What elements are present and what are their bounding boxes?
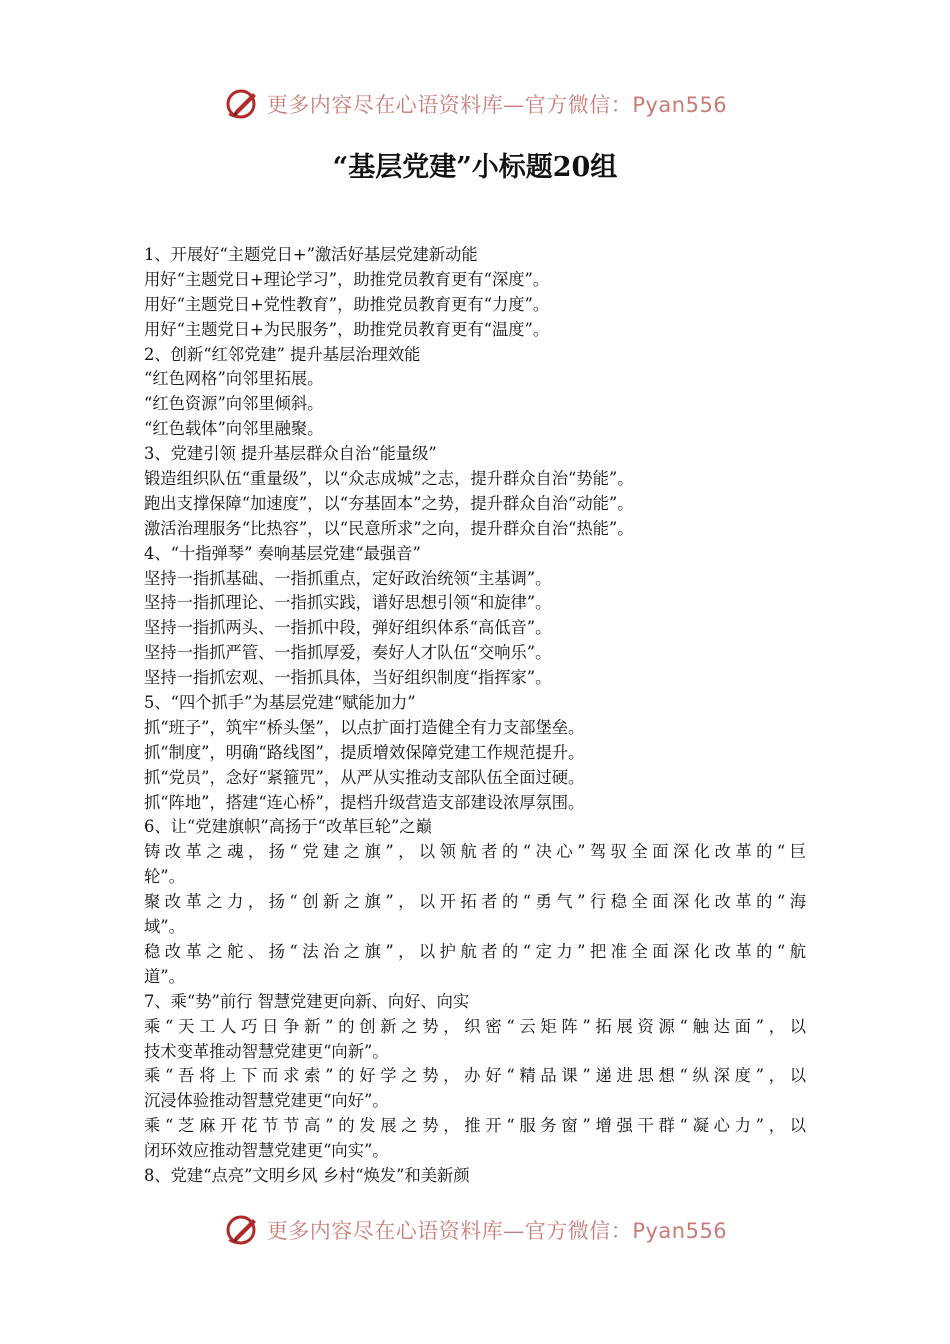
watermark-banner-bottom (0, 1208, 950, 1252)
body-line: 坚持一指抓两头、一指抓中段，弹好组织体系“高低音”。 (144, 618, 552, 638)
body-line: 闭环效应推动智慧党建更“向实”。 (144, 1141, 389, 1161)
section-heading-3: 3、党建引领 提升基层群众自治“能量级” (144, 444, 437, 464)
section-heading-6: 6、让“党建旗帜”高扬于“改革巨轮”之巅 (144, 817, 432, 837)
body-line: 技术变革推动智慧党建更“向新”。 (144, 1041, 389, 1061)
body-line: 沉浸体验推动智慧党建更“向好”。 (144, 1091, 389, 1111)
body-line: 坚持一指抓宏观、一指抓具体，当好组织制度“指挥家”。 (144, 668, 552, 688)
body-line: 用好“主题党日+党性教育”，助推党员教育更有“力度”。 (144, 294, 550, 314)
section-heading-4: 4、“十指弹琴” 奏响基层党建“最强音” (144, 543, 421, 563)
body-line: 用好“主题党日+理论学习”，助推党员教育更有“深度”。 (144, 269, 550, 289)
body-line: 抓“制度”，明确“路线图”，提质增效保障党建工作规范提升。 (144, 742, 585, 762)
body-line: 锻造组织队伍“重量级”，以“众志成城”之志，提升群众自治“势能”。 (144, 469, 634, 489)
watermark-text: 更多内容尽在心语资料库—官方微信：Pyan556 (266, 1219, 728, 1243)
section-heading-2: 2、创新“红邻党建” 提升基层治理效能 (144, 344, 421, 364)
body-line: 稳改革之舵、扬“法治之旗”，以护航者的“定力”把准全面深化改革的“航 (144, 941, 806, 961)
body-line: 乘“吾将上下而求索”的好学之势，办好“精品课”递进思想“纵深度”，以 (144, 1066, 806, 1086)
body-line: 用好“主题党日+为民服务”，助推党员教育更有“温度”。 (144, 319, 550, 339)
body-line: 坚持一指抓理论、一指抓实践，谱好思想引领“和旋律”。 (144, 593, 552, 613)
body-line: 坚持一指抓基础、一指抓重点，定好政治统领“主基调”。 (144, 568, 552, 588)
document-body (144, 243, 806, 1189)
body-line: 跑出支撑保障“加速度”，以“夯基固本”之势，提升群众自治“动能”。 (144, 493, 634, 513)
body-line: “红色载体”向邻里融聚。 (144, 419, 324, 439)
body-line: 道”。 (144, 966, 185, 986)
body-line: 抓“班子”，筑牢“桥头堡”，以点扩面打造健全有力支部堡垒。 (144, 717, 585, 737)
body-line: “红色网格”向邻里拓展。 (144, 369, 324, 389)
body-line: 乘“天工人巧日争新”的创新之势，织密“云矩阵”拓展资源“触达面”，以 (144, 1016, 806, 1036)
body-line: 坚持一指抓严管、一指抓厚爱，奏好人才队伍“交响乐”。 (144, 643, 552, 663)
section-heading-8: 8、党建“点亮”文明乡风 乡村“焕发”和美新颜 (144, 1165, 470, 1185)
body-line: 轮”。 (144, 867, 185, 887)
body-line: “红色资源”向邻里倾斜。 (144, 394, 324, 414)
section-heading-1: 1、开展好“主题党日+”激活好基层党建新动能 (144, 245, 478, 264)
watermark-banner-top (0, 82, 950, 126)
pen-logo-icon (223, 1210, 263, 1250)
body-line: 抓“阵地”，搭建“连心桥”，提档升级营造支部建设浓厚氛围。 (144, 792, 585, 812)
pen-logo-icon (223, 84, 263, 124)
section-heading-7: 7、乘“势”前行 智慧党建更向新、向好、向实 (144, 991, 470, 1011)
body-line: 乘“芝麻开花节节高”的发展之势，推开“服务窗”增强干群“凝心力”，以 (144, 1116, 806, 1136)
document-title: “基层党建”小标题20组 (332, 152, 618, 183)
section-heading-5: 5、“四个抓手”为基层党建“赋能加力” (144, 693, 416, 713)
body-line: 铸改革之魂，扬“党建之旗”，以领航者的“决心”驾驭全面深化改革的“巨 (144, 842, 806, 862)
body-line: 激活治理服务“比热容”，以“民意所求”之向，提升群众自治“热能”。 (144, 518, 634, 538)
body-line: 域”。 (144, 917, 185, 937)
watermark-text: 更多内容尽在心语资料库—官方微信：Pyan556 (266, 93, 728, 117)
body-line: 聚改革之力，扬“创新之旗”，以开拓者的“勇气”行稳全面深化改革的“海 (144, 892, 806, 912)
body-line: 抓“党员”，念好“紧箍咒”，从严从实推动支部队伍全面过硬。 (144, 767, 585, 787)
